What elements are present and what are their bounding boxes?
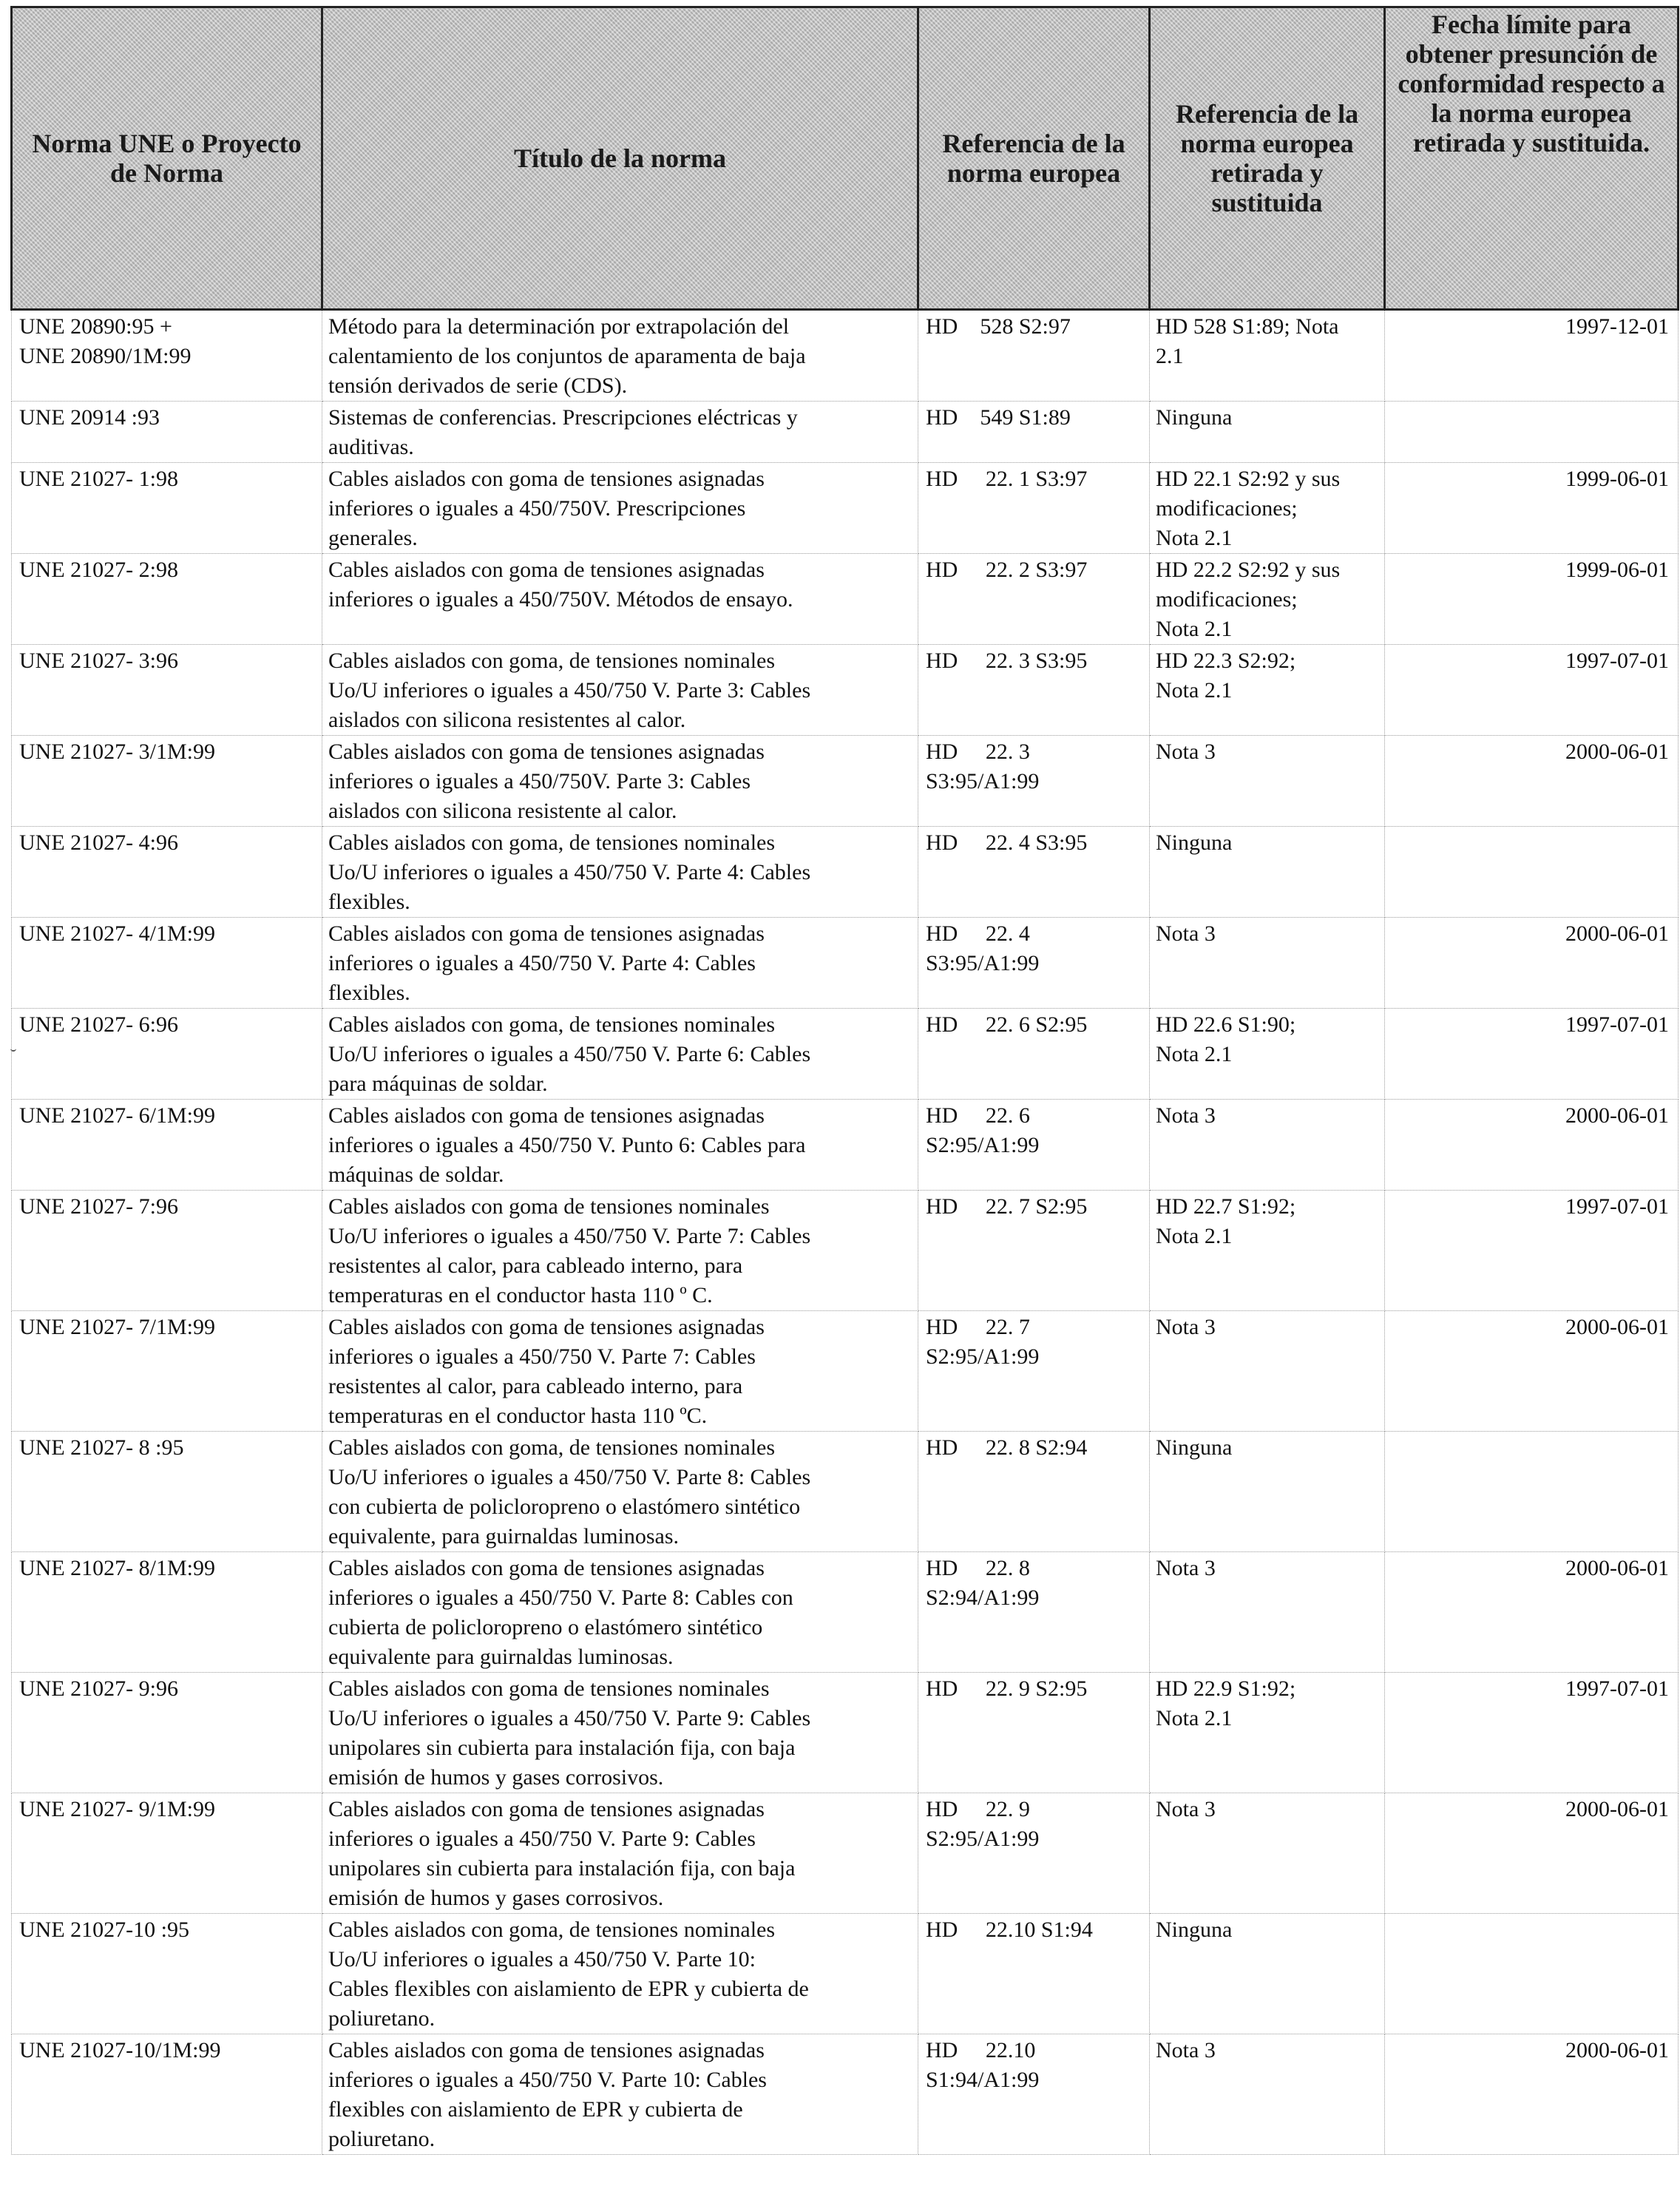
cell-retirada [1150,1793,1385,1914]
cell-line: HD 22. 4 S3:95 [926,830,1088,855]
cell-line: para máquinas de soldar. [328,1072,548,1096]
cell-line: aislados con silicona resistentes al calor. [328,708,686,732]
cell-line: Uo/U inferiores o iguales a 450/750 V. Parte 6: Cables [328,1042,811,1066]
cell-line: Uo/U inferiores o iguales a 450/750 V. Parte 8: Cables [328,1465,811,1489]
cell-line: inferiores o iguales a 450/750 V. Parte 7: Cables [328,1344,756,1369]
cell-line: Cables aislados con goma de tensiones nominales [328,1194,770,1219]
document-page [10,6,1677,2155]
table-row [12,554,1679,645]
cell-referencia [918,463,1150,554]
cell-line: Nota 3 [1156,1103,1216,1128]
cell-line: modificaciones; [1156,587,1298,612]
cell-line: flexibles. [328,981,410,1005]
cell-line: máquinas de soldar. [328,1162,504,1187]
cell-line: inferiores o iguales a 450/750 V. Parte 10: Cables [328,2068,767,2092]
cell-line: HD 22.3 S2:92; [1156,649,1296,673]
cell-line: Método para la determinación por extrapolación del [328,314,790,339]
cell-line: S2:94/A1:99 [926,1585,1040,1610]
cell-line: modificaciones; [1156,496,1298,521]
cell-fecha [1385,1432,1679,1552]
cell-line: HD 22. 8 S2:94 [926,1435,1088,1460]
cell-line: UNE 21027- 7/1M:99 [19,1315,215,1339]
cell-titulo [322,463,918,554]
cell-referencia [918,1311,1150,1432]
cell-referencia [918,1009,1150,1100]
cell-line: Nota 2.1 [1156,1042,1233,1066]
cell-fecha: 2000-06-01 [1385,918,1679,1009]
cell-line: resistentes al calor, para cableado interno, para [328,1253,743,1278]
cell-referencia [918,1793,1150,1914]
cell-titulo [322,1191,918,1311]
cell-norma [12,2034,322,2155]
table-header [12,7,1679,310]
table-row [12,2034,1679,2155]
cell-titulo [322,2034,918,2155]
cell-line: UNE 21027-10 :95 [19,1918,189,1942]
cell-fecha: 2000-06-01 [1385,1552,1679,1673]
cell-retirada [1150,1009,1385,1100]
cell-line: inferiores o iguales a 450/750 V. Punto 6: Cables para [328,1133,806,1157]
cell-line: flexibles con aislamiento de EPR y cubierta de [328,2097,743,2122]
cell-line: S3:95/A1:99 [926,951,1040,975]
cell-line: Ninguna [1156,405,1233,430]
cell-referencia [918,918,1150,1009]
cell-line: temperaturas en el conductor hasta 110 º C. [328,1283,713,1307]
header-titulo: Título de la norma [322,7,918,310]
cell-retirada [1150,1432,1385,1552]
cell-norma [12,1311,322,1432]
cell-referencia [918,827,1150,918]
cell-line: Cables flexibles con aislamiento de EPR y cubierta de [328,1977,809,2001]
cell-retirada [1150,1914,1385,2034]
cell-line: resistentes al calor, para cableado interno, para [328,1374,743,1398]
cell-fecha: 2000-06-01 [1385,1311,1679,1432]
cell-referencia [918,2034,1150,2155]
cell-line: UNE 21027- 8/1M:99 [19,1556,215,1580]
cell-line: equivalente para guirnaldas luminosas. [328,1645,674,1669]
cell-retirada [1150,918,1385,1009]
cell-line: Uo/U inferiores o iguales a 450/750 V. Parte 9: Cables [328,1706,811,1730]
cell-line: inferiores o iguales a 450/750V. Prescripciones [328,496,746,521]
cell-referencia [918,1914,1150,2034]
cell-referencia [918,310,1150,402]
cell-titulo [322,1673,918,1793]
cell-titulo [322,554,918,645]
cell-line: HD 528 S2:97 [926,314,1071,339]
cell-line: UNE 20914 :93 [19,405,160,430]
table-row [12,1191,1679,1311]
cell-line: emisión de humos y gases corrosivos. [328,1765,664,1790]
cell-line: Cables aislados con goma de tensiones nominales [328,1676,770,1701]
cell-line: Cables aislados con goma de tensiones asignadas [328,1797,765,1821]
cell-line: HD 22. 6 [926,1103,1030,1128]
cell-line: UNE 21027-10/1M:99 [19,2038,221,2062]
cell-retirada [1150,1311,1385,1432]
cell-line: Cables aislados con goma, de tensiones nominales [328,1435,776,1460]
cell-line: Cables aislados con goma, de tensiones nominales [328,649,776,673]
cell-line: HD 22.2 S2:92 y sus [1156,558,1341,582]
cell-norma [12,1100,322,1191]
table-row [12,736,1679,827]
cell-fecha: 1997-12-01 [1385,310,1679,402]
cell-line: Nota 3 [1156,1556,1216,1580]
cell-line: UNE 21027- 1:98 [19,467,178,491]
cell-line: UNE 21027- 9:96 [19,1676,178,1701]
table-body [12,310,1679,2155]
cell-norma [12,736,322,827]
cell-line: HD 22. 7 [926,1315,1030,1339]
cell-referencia [918,645,1150,736]
cell-norma [12,1793,322,1914]
cell-titulo [322,1311,918,1432]
cell-norma [12,1009,322,1100]
cell-line: HD 22. 2 S3:97 [926,558,1088,582]
table-row [12,645,1679,736]
cell-line: inferiores o iguales a 450/750 V. Parte 8: Cables con [328,1585,793,1610]
header-norma: Norma UNE o Proyecto de Norma [12,7,322,310]
cell-line: Cables aislados con goma de tensiones asignadas [328,1315,765,1339]
cell-line: Sistemas de conferencias. Prescripciones eléctricas y [328,405,798,430]
cell-norma [12,463,322,554]
cell-line: Ninguna [1156,1918,1233,1942]
cell-line: unipolares sin cubierta para instalación fija, con baja [328,1856,796,1881]
table-row [12,1311,1679,1432]
cell-titulo [322,402,918,463]
cell-fecha: 1997-07-01 [1385,645,1679,736]
cell-line: equivalente, para guirnaldas luminosas. [328,1524,680,1549]
cell-line: UNE 21027- 7:96 [19,1194,178,1219]
cell-line: Nota 3 [1156,739,1216,764]
cell-retirada [1150,463,1385,554]
table-row [12,1673,1679,1793]
cell-titulo [322,1793,918,1914]
cell-line: Cables aislados con goma, de tensiones nominales [328,1918,776,1942]
cell-line: UNE 21027- 8 :95 [19,1435,184,1460]
cell-norma [12,827,322,918]
cell-fecha: 1997-07-01 [1385,1673,1679,1793]
cell-line: UNE 20890:95 + [19,314,172,339]
cell-norma [12,918,322,1009]
cell-line: Ninguna [1156,1435,1233,1460]
cell-norma [12,402,322,463]
cell-norma [12,1914,322,2034]
table-row [12,1009,1679,1100]
cell-line: Cables aislados con goma de tensiones asignadas [328,921,765,946]
cell-norma [12,645,322,736]
cell-retirada [1150,1673,1385,1793]
cell-titulo [322,736,918,827]
cell-line: inferiores o iguales a 450/750 V. Parte 9: Cables [328,1827,756,1851]
cell-line: Nota 2.1 [1156,617,1233,641]
cell-line: HD 528 S1:89; Nota [1156,314,1339,339]
cell-fecha: 2000-06-01 [1385,1100,1679,1191]
cell-retirada [1150,2034,1385,2155]
cell-norma [12,1432,322,1552]
table-row [12,1432,1679,1552]
cell-line: HD 22.7 S1:92; [1156,1194,1296,1219]
cell-referencia [918,1432,1150,1552]
cell-norma [12,310,322,402]
cell-titulo [322,1009,918,1100]
cell-line: S2:95/A1:99 [926,1133,1040,1157]
cell-titulo [322,645,918,736]
cell-line: UNE 21027- 3/1M:99 [19,739,215,764]
table-row [12,1100,1679,1191]
header-row [12,7,1679,310]
cell-line: HD 22.10 [926,2038,1036,2062]
table-row [12,1793,1679,1914]
cell-line: Cables aislados con goma de tensiones asignadas [328,467,765,491]
cell-line: HD 22. 8 [926,1556,1030,1580]
cell-line: unipolares sin cubierta para instalación fija, con baja [328,1736,796,1760]
cell-line: HD 22. 9 [926,1797,1030,1821]
cell-referencia [918,736,1150,827]
cell-line: HD 22.9 S1:92; [1156,1676,1296,1701]
cell-line: HD 22.6 S1:90; [1156,1012,1296,1037]
cell-line: generales. [328,526,418,550]
cell-fecha: 1999-06-01 [1385,463,1679,554]
cell-line: Nota 3 [1156,921,1216,946]
cell-fecha: 2000-06-01 [1385,2034,1679,2155]
cell-line: Cables aislados con goma de tensiones asignadas [328,739,765,764]
cell-line: S1:94/A1:99 [926,2068,1040,2092]
cell-line: Ninguna [1156,830,1233,855]
cell-retirada [1150,310,1385,402]
cell-titulo [322,1914,918,2034]
cell-line: UNE 21027- 4:96 [19,830,178,855]
cell-norma [12,1191,322,1311]
cell-line: Nota 2.1 [1156,1706,1233,1730]
table-row [12,310,1679,402]
cell-norma [12,1673,322,1793]
cell-line: inferiores o iguales a 450/750V. Parte 3: Cables [328,769,751,793]
cell-line: S2:95/A1:99 [926,1827,1040,1851]
table-row [12,1914,1679,2034]
cell-fecha: 1999-06-01 [1385,554,1679,645]
cell-line: UNE 21027- 4/1M:99 [19,921,215,946]
cell-line: 2.1 [1156,344,1184,368]
cell-line: Cables aislados con goma de tensiones asignadas [328,2038,765,2062]
cell-line: HD 549 S1:89 [926,405,1071,430]
cell-line: Nota 2.1 [1156,526,1233,550]
cell-line: HD 22. 4 [926,921,1030,946]
cell-line: calentamiento de los conjuntos de aparamenta de baja [328,344,806,368]
cell-line: emisión de humos y gases corrosivos. [328,1886,664,1910]
cell-line: Nota 3 [1156,2038,1216,2062]
cell-line: Cables aislados con goma de tensiones asignadas [328,1103,765,1128]
cell-line: Nota 2.1 [1156,678,1233,703]
cell-titulo [322,310,918,402]
cell-retirada [1150,1191,1385,1311]
cell-line: HD 22. 3 S3:95 [926,649,1088,673]
margin-mark [10,1046,16,1052]
cell-line: flexibles. [328,890,410,914]
cell-line: temperaturas en el conductor hasta 110 ºC. [328,1404,708,1428]
cell-fecha: 1997-07-01 [1385,1009,1679,1100]
cell-titulo [322,827,918,918]
cell-retirada [1150,736,1385,827]
cell-retirada [1150,645,1385,736]
cell-line: Cables aislados con goma de tensiones asignadas [328,558,765,582]
cell-line: HD 22. 6 S2:95 [926,1012,1088,1037]
cell-referencia [918,554,1150,645]
cell-line: S3:95/A1:99 [926,769,1040,793]
cell-line: UNE 20890/1M:99 [19,344,192,368]
cell-retirada [1150,402,1385,463]
cell-line: cubierta de policloropreno o elastómero sintético [328,1615,763,1639]
table-row [12,918,1679,1009]
cell-referencia [918,1552,1150,1673]
table-row [12,1552,1679,1673]
cell-titulo [322,1100,918,1191]
cell-fecha [1385,1914,1679,2034]
header-retirada: Referencia de la norma europea retirada y sustituida [1150,7,1385,310]
table-row [12,402,1679,463]
cell-norma [12,554,322,645]
cell-line: inferiores o iguales a 450/750V. Métodos de ensayo. [328,587,793,612]
cell-line: Nota 3 [1156,1797,1216,1821]
cell-line: HD 22. 3 [926,739,1030,764]
cell-line: UNE 21027- 9/1M:99 [19,1797,215,1821]
norms-table [10,6,1679,2155]
cell-retirada [1150,554,1385,645]
cell-norma [12,1552,322,1673]
cell-referencia [918,1673,1150,1793]
cell-line: auditivas. [328,435,414,459]
cell-fecha: 2000-06-01 [1385,1793,1679,1914]
cell-retirada [1150,1100,1385,1191]
cell-line: Cables aislados con goma, de tensiones nominales [328,830,776,855]
cell-line: HD 22. 7 S2:95 [926,1194,1088,1219]
cell-line: tensión derivados de serie (CDS). [328,373,628,398]
cell-line: Cables aislados con goma de tensiones asignadas [328,1556,765,1580]
cell-line: Nota 3 [1156,1315,1216,1339]
table-row [12,463,1679,554]
cell-line: HD 22.1 S2:92 y sus [1156,467,1341,491]
cell-line: con cubierta de policloropreno o elastómero sintético [328,1495,801,1519]
cell-line: aislados con silicona resistente al calor. [328,799,677,823]
cell-line: Nota 2.1 [1156,1224,1233,1248]
cell-fecha: 1997-07-01 [1385,1191,1679,1311]
cell-fecha [1385,402,1679,463]
cell-titulo [322,1552,918,1673]
cell-line: UNE 21027- 3:96 [19,649,178,673]
cell-line: S2:95/A1:99 [926,1344,1040,1369]
cell-line: Uo/U inferiores o iguales a 450/750 V. Parte 7: Cables [328,1224,811,1248]
header-referencia: Referencia de la norma europea [918,7,1150,310]
cell-referencia [918,1191,1150,1311]
cell-line: Uo/U inferiores o iguales a 450/750 V. Parte 3: Cables [328,678,811,703]
cell-referencia [918,402,1150,463]
cell-titulo [322,918,918,1009]
cell-referencia [918,1100,1150,1191]
cell-line: HD 22. 1 S3:97 [926,467,1088,491]
cell-line: poliuretano. [328,2006,436,2031]
cell-line: HD 22.10 S1:94 [926,1918,1093,1942]
cell-line: Cables aislados con goma, de tensiones nominales [328,1012,776,1037]
table-row [12,827,1679,918]
cell-line: UNE 21027- 2:98 [19,558,178,582]
header-fecha: Fecha límite para obtener presunción de conformidad respecto a la norma europea retirada y sustituida. [1385,7,1679,310]
cell-fecha [1385,827,1679,918]
cell-retirada [1150,827,1385,918]
cell-line: HD 22. 9 S2:95 [926,1676,1088,1701]
cell-line: Uo/U inferiores o iguales a 450/750 V. Parte 10: [328,1947,756,1971]
cell-fecha: 2000-06-01 [1385,736,1679,827]
cell-retirada [1150,1552,1385,1673]
cell-line: UNE 21027- 6/1M:99 [19,1103,215,1128]
cell-titulo [322,1432,918,1552]
cell-line: inferiores o iguales a 450/750 V. Parte 4: Cables [328,951,756,975]
cell-line: Uo/U inferiores o iguales a 450/750 V. Parte 4: Cables [328,860,811,884]
cell-line: UNE 21027- 6:96 [19,1012,178,1037]
cell-line: poliuretano. [328,2127,436,2151]
